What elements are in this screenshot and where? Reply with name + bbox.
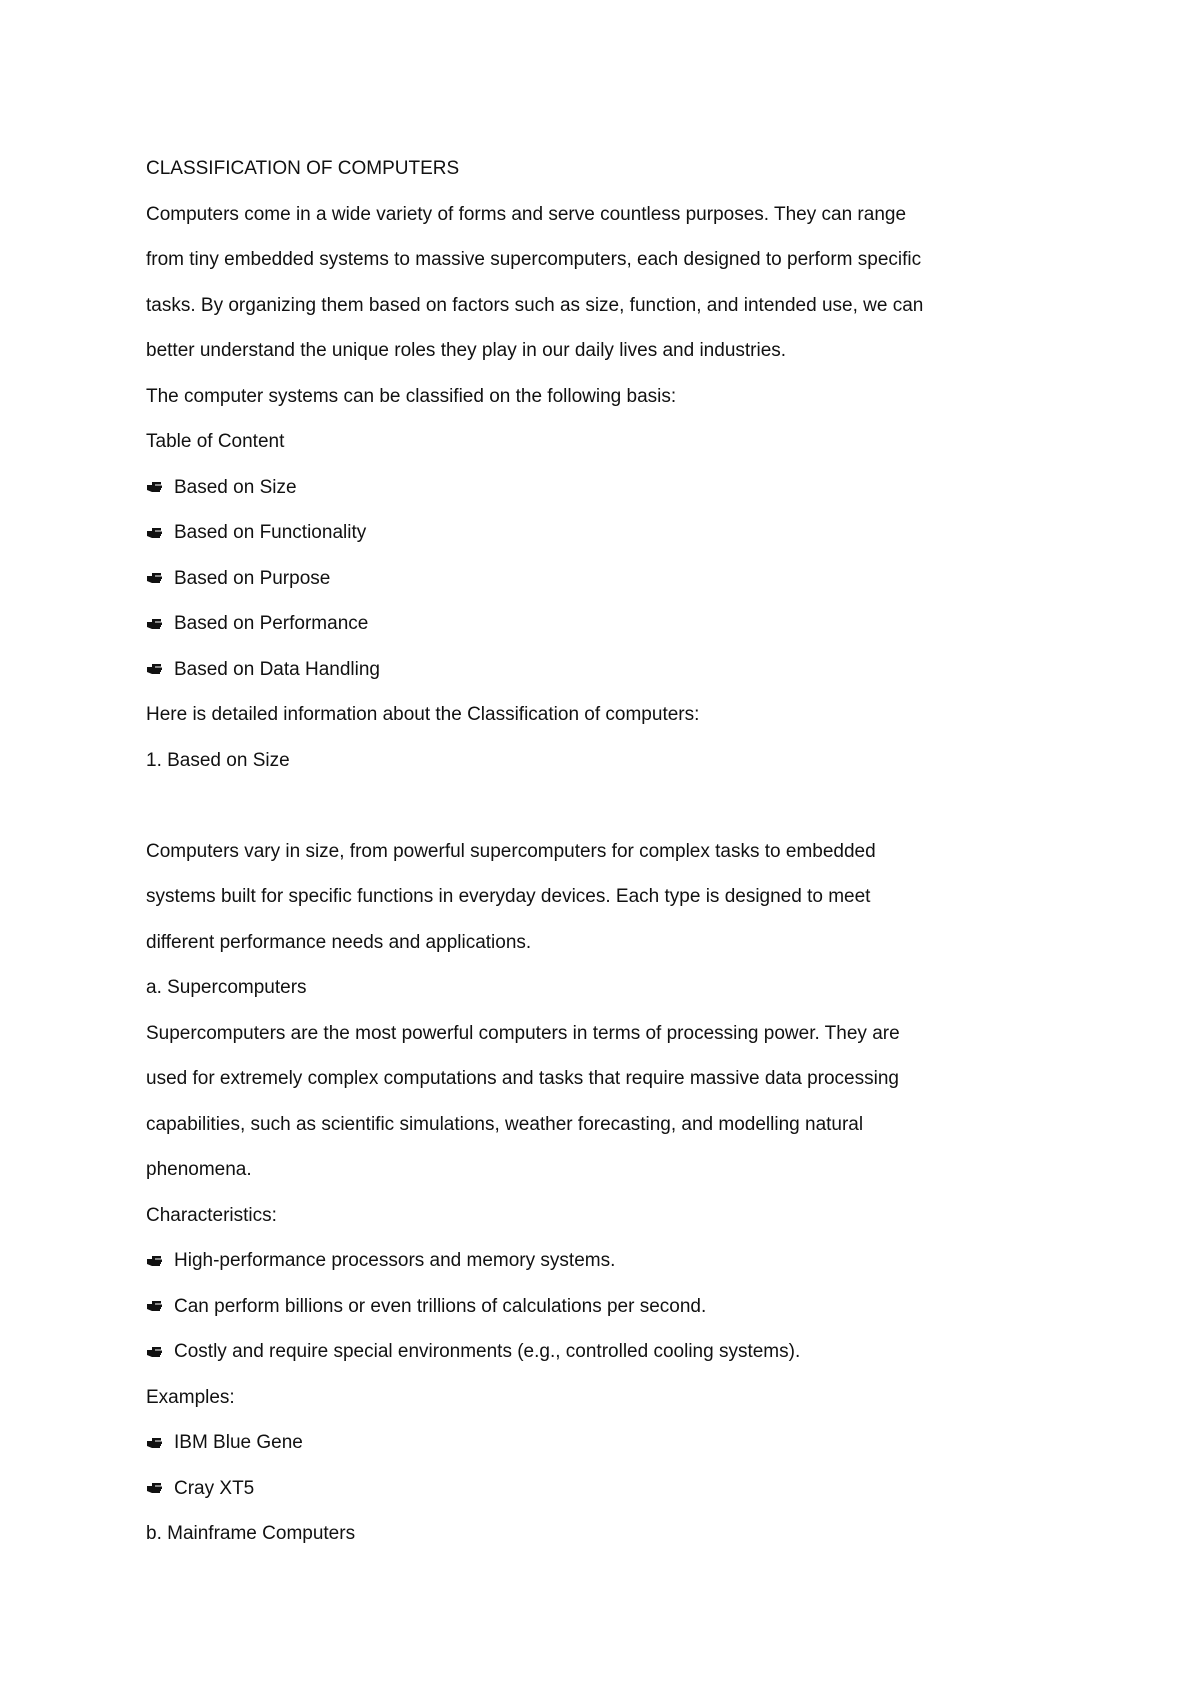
intro-line: from tiny embedded systems to massive supercomputers, each designed to perform specific — [146, 249, 922, 270]
section-body-line: different performance needs and applications. — [146, 931, 532, 953]
toc-item-label: Based on Data Handling — [174, 658, 380, 680]
detail-line: Here is detailed information about the Classification of computers: — [146, 704, 700, 725]
document-title: CLASSIFICATION OF COMPUTERS — [146, 158, 460, 179]
intro-line: tasks. By organizing them based on factors such as size, function, and intended use, we can — [146, 294, 924, 316]
section-body-line: Computers vary in size, from powerful supercomputers for complex tasks to embedded — [146, 840, 876, 862]
characteristic-label: Costly and require special environments (e.g., controlled cooling systems). — [174, 1341, 801, 1362]
examples-heading: Examples: — [146, 1386, 235, 1408]
blank-line — [146, 783, 1046, 829]
example-item — [146, 1420, 1046, 1466]
hand-pointing-icon — [146, 616, 164, 632]
characteristics-heading: Characteristics: — [146, 1204, 277, 1226]
hand-pointing-icon — [146, 1253, 164, 1269]
toc-item — [146, 556, 1046, 602]
toc-item-label: Based on Functionality — [174, 522, 367, 543]
example-label: IBM Blue Gene — [174, 1432, 303, 1453]
hand-pointing-icon — [146, 661, 164, 677]
example-item — [146, 1466, 1046, 1512]
toc-heading: Table of Content — [146, 431, 285, 452]
toc-item-label: Based on Performance — [174, 613, 369, 634]
subsection-body-line: capabilities, such as scientific simulations, weather forecasting, and modelling natural — [146, 1113, 864, 1135]
toc-item-label: Based on Purpose — [174, 567, 331, 589]
section-heading: 1. Based on Size — [146, 749, 290, 771]
hand-pointing-icon — [146, 1344, 164, 1360]
intro-line: better understand the unique roles they play in our daily lives and industries. — [146, 340, 787, 361]
toc-item-label: Based on Size — [174, 476, 297, 498]
hand-pointing-icon — [146, 525, 164, 541]
hand-pointing-icon — [146, 1435, 164, 1451]
example-label: Cray XT5 — [174, 1477, 255, 1499]
hand-pointing-icon — [146, 479, 164, 495]
toc-item — [146, 647, 1046, 693]
basis-line: The computer systems can be classified on the following basis: — [146, 385, 677, 407]
subsection-body-line: used for extremely complex computations and tasks that require massive data processing — [146, 1068, 899, 1089]
subsection-body-line: phenomena. — [146, 1159, 252, 1180]
hand-pointing-icon — [146, 1480, 164, 1496]
intro-line: Computers come in a wide variety of forms and serve countless purposes. They can range — [146, 203, 907, 225]
section-body-line: systems built for specific functions in everyday devices. Each type is designed to meet — [146, 886, 871, 907]
characteristic-label: High-performance processors and memory systems. — [174, 1250, 616, 1271]
characteristic-item — [146, 1238, 1046, 1284]
hand-pointing-icon — [146, 570, 164, 586]
toc-item — [146, 465, 1046, 511]
subsection-body-line: Supercomputers are the most powerful computers in terms of processing power. They are — [146, 1022, 900, 1044]
characteristic-label: Can perform billions or even trillions of calculations per second. — [174, 1295, 707, 1317]
hand-pointing-icon — [146, 1298, 164, 1314]
subsection-heading: a. Supercomputers — [146, 977, 307, 998]
document-page — [146, 146, 1046, 1557]
toc-item — [146, 601, 1046, 647]
subsection-heading: b. Mainframe Computers — [146, 1523, 356, 1544]
toc-item — [146, 510, 1046, 556]
characteristic-item — [146, 1284, 1046, 1330]
characteristic-item — [146, 1329, 1046, 1375]
